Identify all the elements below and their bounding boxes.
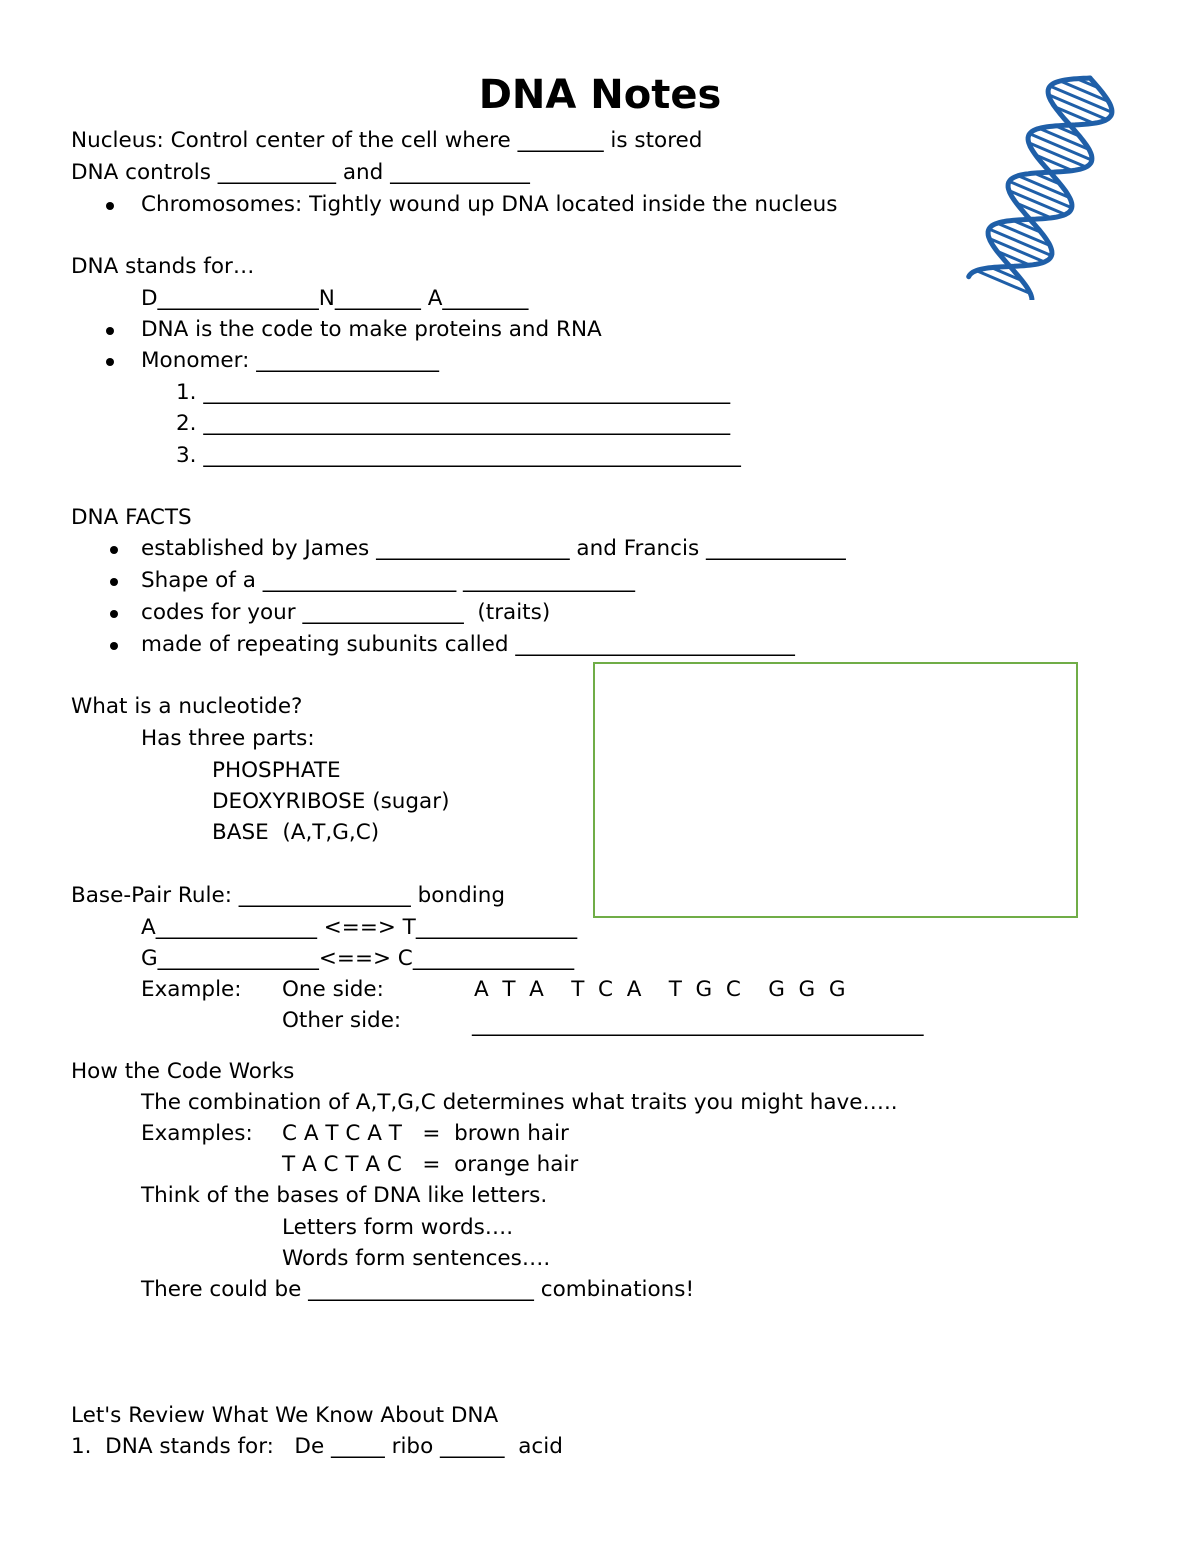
pair-g-c: G_______________<==> C_______________ [141,946,575,971]
one-side-sequence: A T A T C A T G C G G G [474,977,846,1002]
three-parts-line: Has three parts: [141,726,315,751]
other-side-label: Other side: [282,1008,402,1033]
letters-line: Letters form words…. [282,1215,514,1240]
monomer-item-1: 1. _________________________________________________ [176,380,731,405]
bullet [106,202,114,210]
monomer-line: Monomer: _________________ [141,348,439,373]
code-heading: How the Code Works [71,1059,295,1084]
monomer-item-3: 3. __________________________________________________ [176,443,741,468]
page-title: DNA Notes [478,72,722,118]
fact-4: made of repeating subunits called __________________________ [141,632,795,657]
controls-line: DNA controls ___________ and _____________ [71,160,530,185]
words-line: Words form sentences…. [282,1246,551,1271]
stands-for-line: DNA stands for… [71,254,255,279]
pair-a-t: A_______________ <==> T_______________ [141,915,578,940]
nucleotide-question: What is a nucleotide? [71,694,303,719]
bullet [110,642,118,650]
combination-line: The combination of A,T,G,C determines what traits you might have….. [141,1090,898,1115]
dna-helix-icon [965,68,1135,300]
base-pair-rule: Base-Pair Rule: ________________ bonding [71,883,505,908]
fact-3: codes for your _______________ (traits) [141,600,551,625]
example-label: Example: [141,977,242,1002]
review-item-1: 1. DNA stands for: De _____ ribo ______ acid [71,1434,563,1459]
dna-blank-line: D_______________N________ A________ [141,286,529,311]
example-brown-hair: C A T C A T = brown hair [282,1121,569,1146]
examples-label: Examples: [141,1121,253,1146]
code-line: DNA is the code to make proteins and RNA [141,317,602,342]
bullet [110,546,118,554]
could-be-line: There could be _____________________ combinations! [141,1277,695,1302]
chromosomes-line: Chromosomes: Tightly wound up DNA located inside the nucleus [141,192,838,217]
fact-2: Shape of a __________________ ________________ [141,568,636,593]
review-heading: Let's Review What We Know About DNA [71,1403,499,1428]
bullet [110,578,118,586]
part-phosphate: PHOSPHATE [212,758,341,783]
drawing-box [593,662,1078,918]
nucleus-line: Nucleus: Control center of the cell where ________ is stored [71,128,703,153]
one-side-label: One side: [282,977,384,1002]
other-side-blank: __________________________________________ [472,1012,924,1037]
bullet [110,610,118,618]
part-deoxyribose: DEOXYRIBOSE (sugar) [212,789,450,814]
part-base: BASE (A,T,G,C) [212,820,380,845]
example-orange-hair: T A C T A C = orange hair [282,1152,579,1177]
fact-1: established by James __________________ and Francis _____________ [141,536,846,561]
think-line: Think of the bases of DNA like letters. [141,1183,548,1208]
facts-heading: DNA FACTS [71,505,192,530]
monomer-item-2: 2. _________________________________________________ [176,411,731,436]
bullet [106,358,114,366]
bullet [106,327,114,335]
